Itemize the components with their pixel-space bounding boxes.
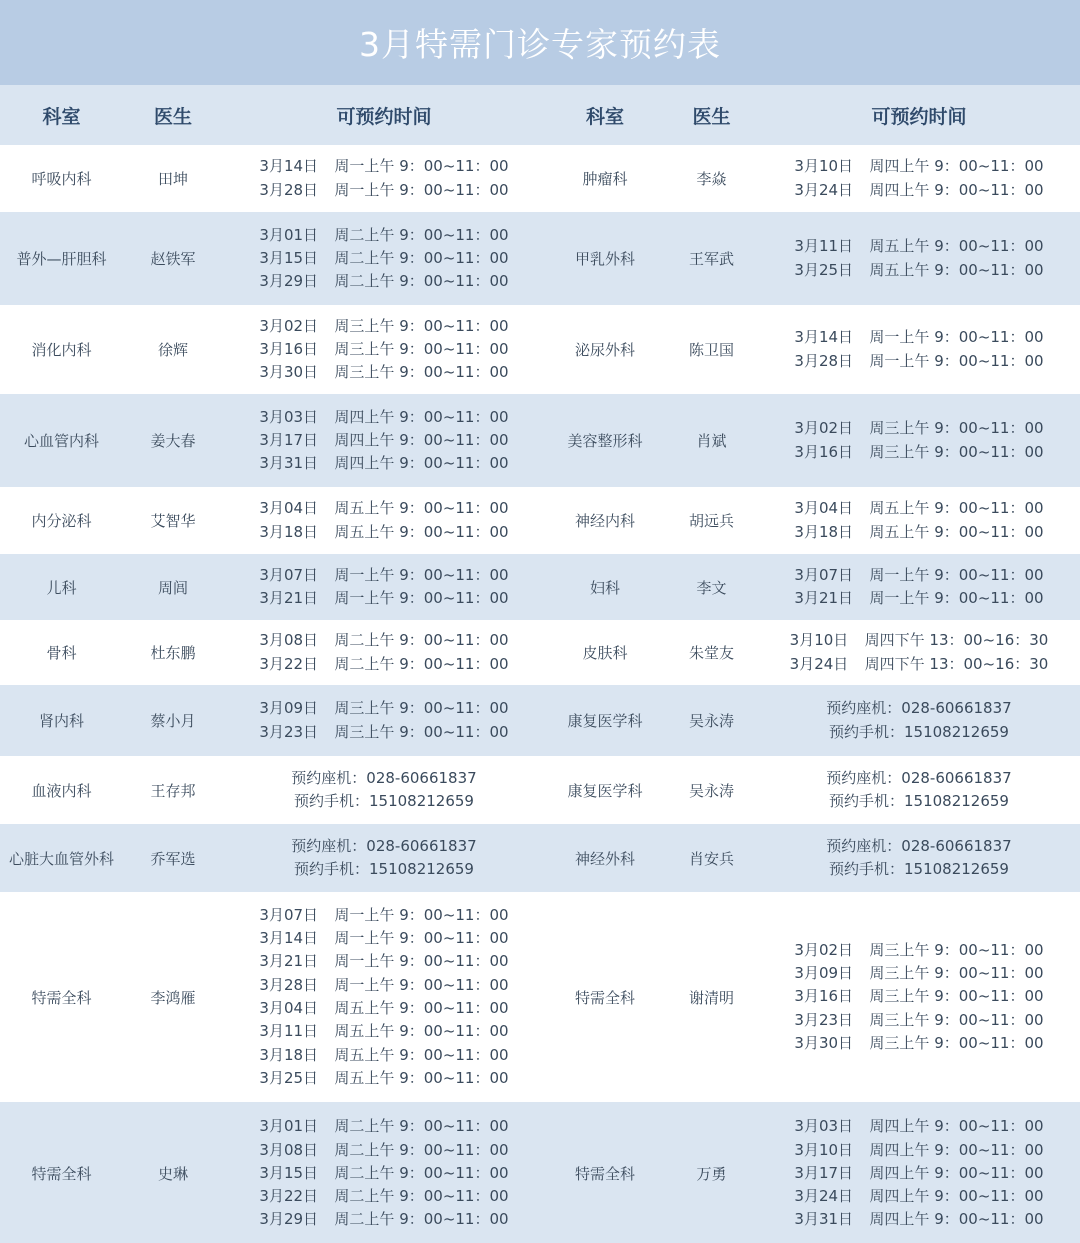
slot-time: 周一上午 9：00~11：00 xyxy=(334,975,509,994)
slot-time: 周三上午 9：00~11：00 xyxy=(334,363,509,382)
slot-date: 3月02日 xyxy=(259,316,319,335)
slot-date: 3月22日 xyxy=(259,654,319,673)
slot-time: 周一上午 9：00~11：00 xyxy=(334,929,509,948)
department-cell: 血液内科 xyxy=(31,781,92,800)
doctor-cell: 徐辉 xyxy=(157,341,188,359)
slot-time: 周四上午 9：00~11：00 xyxy=(334,454,509,473)
slot-time: 周二上午 9：00~11：00 xyxy=(334,1163,509,1182)
doctor-cell: 肖安兵 xyxy=(688,849,734,868)
time-slot xyxy=(794,326,1043,349)
slot-date: 3月10日 xyxy=(789,631,849,650)
doctor-cell: 艾智华 xyxy=(150,512,196,530)
available-time-cell xyxy=(758,145,1080,212)
time-slot xyxy=(794,1032,1043,1055)
department-cell: 甲乳外科 xyxy=(574,250,635,268)
department-cell: 美容整形科 xyxy=(567,432,643,450)
slot-date: 3月17日 xyxy=(259,430,319,449)
header-row xyxy=(0,85,1080,145)
slot-date: 3月21日 xyxy=(794,589,854,607)
slot-time: 周五上午 9：00~11：00 xyxy=(334,999,509,1017)
slot-time: 周一上午 9：00~11：00 xyxy=(334,905,509,924)
slot-date: 3月17日 xyxy=(794,1163,854,1182)
available-time-cell xyxy=(223,824,545,892)
available-time-cell xyxy=(223,1102,545,1243)
available-time-cell xyxy=(223,487,545,554)
time-slot xyxy=(259,653,508,676)
slot-time: 周四上午 9：00~11：00 xyxy=(869,1117,1044,1136)
doctor-cell: 吴永涛 xyxy=(688,712,734,730)
time-slot xyxy=(794,587,1043,610)
slot-time: 周三上午 9：00~11：00 xyxy=(869,940,1044,959)
slot-date: 3月31日 xyxy=(259,454,319,473)
slot-date: 3月01日 xyxy=(259,225,319,244)
doctor-cell: 陈卫国 xyxy=(688,341,734,359)
doctor-cell: 王军武 xyxy=(688,250,734,268)
doctor-cell: 李焱 xyxy=(696,170,727,188)
slot-time: 周一上午 9：00~11：00 xyxy=(334,180,509,199)
department-cell: 心脏大血管外科 xyxy=(8,849,114,868)
slot-time: 周四上午 9：00~11：00 xyxy=(334,407,509,426)
slot-date: 3月24日 xyxy=(789,654,849,673)
slot-time: 周三上午 9：00~11：00 xyxy=(869,442,1044,461)
slot-date: 3月29日 xyxy=(259,1210,319,1229)
slot-time: 周一上午 9：00~11：00 xyxy=(869,351,1044,370)
slot-time: 周五上午 9：00~11：00 xyxy=(334,522,509,541)
slot-time: 周三上午 9：00~11：00 xyxy=(869,964,1044,983)
slot-date: 3月11日 xyxy=(794,237,854,256)
available-time-cell xyxy=(758,394,1080,487)
time-slot xyxy=(794,259,1043,282)
table-row xyxy=(0,685,1080,756)
slot-date: 3月03日 xyxy=(259,407,319,426)
time-slot xyxy=(259,1185,508,1208)
slot-date: 3月21日 xyxy=(259,952,319,971)
available-time-cell xyxy=(758,824,1080,892)
time-slot-list xyxy=(259,564,508,611)
slot-time: 周五上午 9：00~11：00 xyxy=(334,1045,509,1064)
time-slot-list xyxy=(259,406,508,476)
slot-date: 3月24日 xyxy=(794,1187,854,1206)
doctor-cell: 肖斌 xyxy=(696,432,727,450)
slot-date: 3月29日 xyxy=(259,272,319,291)
time-slot xyxy=(794,1115,1043,1138)
slot-time: 周二上午 9：00~11：00 xyxy=(334,1187,509,1206)
slot-date: 3月10日 xyxy=(794,1140,854,1159)
time-slot-list xyxy=(794,235,1043,282)
time-slot xyxy=(259,1044,508,1067)
time-slot xyxy=(790,629,1049,652)
time-slot-list xyxy=(794,155,1043,202)
slot-date: 3月16日 xyxy=(794,442,854,461)
slot-date: 3月07日 xyxy=(259,565,319,584)
booking-landline: 预约座机：028-60661837 xyxy=(826,768,1012,787)
booking-mobile: 预约手机：15108212659 xyxy=(294,860,474,878)
slot-time: 周四上午 9：00~11：00 xyxy=(334,430,509,449)
slot-time: 周三上午 9：00~11：00 xyxy=(869,1010,1044,1029)
slot-date: 3月14日 xyxy=(794,328,854,347)
available-time-cell xyxy=(223,620,545,685)
doctor-cell: 吴永涛 xyxy=(688,781,734,800)
department-cell: 神经外科 xyxy=(574,849,635,868)
time-slot xyxy=(794,350,1043,373)
department-cell: 神经内科 xyxy=(574,512,635,530)
header-department: 科室 xyxy=(42,105,81,128)
slot-time: 周二上午 9：00~11：00 xyxy=(334,272,509,291)
slot-time: 周四上午 9：00~11：00 xyxy=(869,157,1044,176)
doctor-cell: 杜东鹏 xyxy=(150,644,196,662)
slot-time: 周三上午 9：00~11：00 xyxy=(334,316,509,335)
department-cell: 特需全科 xyxy=(31,988,92,1007)
time-slot xyxy=(259,564,508,587)
slot-date: 3月16日 xyxy=(259,339,319,358)
slot-time: 周五上午 9：00~11：00 xyxy=(334,1022,509,1041)
department-cell: 心血管内科 xyxy=(23,432,99,450)
time-slot xyxy=(259,270,508,293)
time-slot xyxy=(259,179,508,202)
time-slot xyxy=(259,721,508,744)
slot-time: 周四上午 9：00~11：00 xyxy=(869,180,1044,199)
time-slot xyxy=(259,974,508,997)
slot-time: 周四上午 9：00~11：00 xyxy=(869,1140,1044,1159)
time-slot xyxy=(259,521,508,544)
slot-date: 3月23日 xyxy=(794,1010,854,1029)
table-row xyxy=(0,394,1080,487)
available-time-cell xyxy=(223,685,545,756)
table-row xyxy=(0,487,1080,554)
doctor-cell: 李文 xyxy=(696,578,727,597)
table-row xyxy=(0,620,1080,685)
slot-date: 3月04日 xyxy=(259,499,319,518)
department-cell: 消化内科 xyxy=(31,341,92,359)
doctor-cell: 朱堂友 xyxy=(688,644,734,662)
time-slot xyxy=(794,521,1043,544)
time-slot xyxy=(794,985,1043,1008)
slot-date: 3月18日 xyxy=(794,522,854,541)
slot-date: 3月02日 xyxy=(794,419,854,438)
slot-time: 周三上午 9：00~11：00 xyxy=(869,987,1044,1006)
department-cell: 肾内科 xyxy=(38,712,84,730)
time-slot xyxy=(794,497,1043,520)
department-cell: 儿科 xyxy=(46,578,77,597)
time-slot xyxy=(259,361,508,384)
time-slot-list xyxy=(794,417,1043,464)
doctor-cell: 王存邦 xyxy=(150,781,196,800)
department-cell: 肿瘤科 xyxy=(582,170,628,188)
slot-time: 周一上午 9：00~11：00 xyxy=(334,565,509,584)
table-row xyxy=(0,145,1080,212)
slot-date: 3月04日 xyxy=(259,999,319,1017)
department-cell: 骨科 xyxy=(46,644,77,662)
doctor-cell: 谢清明 xyxy=(688,988,734,1007)
slot-date: 3月14日 xyxy=(259,929,319,948)
department-cell: 康复医学科 xyxy=(567,781,643,800)
slot-date: 3月21日 xyxy=(259,589,319,607)
slot-date: 3月22日 xyxy=(259,1187,319,1206)
booking-mobile: 预约手机：15108212659 xyxy=(829,722,1009,741)
time-slot xyxy=(794,939,1043,962)
slot-time: 周一上午 9：00~11：00 xyxy=(869,565,1044,584)
time-slot xyxy=(259,950,508,973)
available-time-cell xyxy=(223,305,545,394)
slot-date: 3月14日 xyxy=(259,157,319,176)
time-slot xyxy=(794,417,1043,440)
slot-date: 3月18日 xyxy=(259,1045,319,1064)
time-slot xyxy=(259,315,508,338)
slot-time: 周三上午 9：00~11：00 xyxy=(334,699,509,718)
table-body xyxy=(0,145,1080,1243)
booking-landline: 预约座机：028-60661837 xyxy=(826,699,1012,718)
available-time-cell xyxy=(758,305,1080,394)
time-slot xyxy=(794,179,1043,202)
available-time-cell xyxy=(758,487,1080,554)
slot-date: 3月28日 xyxy=(794,351,854,370)
time-slot xyxy=(259,629,508,652)
slot-time: 周一上午 9：00~11：00 xyxy=(334,157,509,176)
slot-time: 周一上午 9：00~11：00 xyxy=(334,589,509,607)
time-slot xyxy=(259,997,508,1020)
available-time-cell xyxy=(223,212,545,305)
department-cell: 特需全科 xyxy=(574,988,635,1007)
time-slot-list xyxy=(794,939,1043,1055)
available-time-cell xyxy=(223,394,545,487)
time-slot xyxy=(794,155,1043,178)
doctor-cell: 万勇 xyxy=(696,1165,727,1183)
time-slot xyxy=(259,1115,508,1138)
time-slot xyxy=(259,927,508,950)
slot-time: 周二上午 9：00~11：00 xyxy=(334,248,509,267)
table-row xyxy=(0,554,1080,620)
time-slot xyxy=(794,1162,1043,1185)
slot-time: 周二上午 9：00~11：00 xyxy=(334,1210,509,1229)
slot-date: 3月08日 xyxy=(259,1140,319,1159)
time-slot xyxy=(259,155,508,178)
time-slot xyxy=(794,564,1043,587)
slot-time: 周一上午 9：00~11：00 xyxy=(869,589,1044,607)
slot-time: 周二上午 9：00~11：00 xyxy=(334,1140,509,1159)
time-slot xyxy=(259,429,508,452)
slot-time: 周四上午 9：00~11：00 xyxy=(869,1210,1044,1229)
slot-time: 周四上午 9：00~11：00 xyxy=(869,1163,1044,1182)
available-time-cell xyxy=(758,685,1080,756)
slot-time: 周二上午 9：00~11：00 xyxy=(334,225,509,244)
booking-mobile: 预约手机：15108212659 xyxy=(294,792,474,810)
time-slot xyxy=(794,962,1043,985)
department-cell: 康复医学科 xyxy=(567,712,643,730)
slot-date: 3月23日 xyxy=(259,722,319,741)
available-time-cell xyxy=(223,892,545,1102)
department-cell: 妇科 xyxy=(589,578,620,597)
slot-date: 3月07日 xyxy=(794,565,854,584)
slot-date: 3月03日 xyxy=(794,1117,854,1136)
slot-time: 周四下午 13：00~16：30 xyxy=(864,654,1049,673)
slot-date: 3月07日 xyxy=(259,905,319,924)
time-slot-list xyxy=(259,1115,508,1231)
slot-date: 3月28日 xyxy=(259,180,319,199)
time-slot xyxy=(259,497,508,520)
slot-date: 3月09日 xyxy=(794,964,854,983)
time-slot xyxy=(794,441,1043,464)
time-slot xyxy=(794,235,1043,258)
time-slot-list xyxy=(259,315,508,385)
slot-date: 3月09日 xyxy=(259,699,319,718)
slot-date: 3月25日 xyxy=(259,1068,319,1087)
slot-time: 周五上午 9：00~11：00 xyxy=(869,260,1044,279)
available-time-cell xyxy=(758,1102,1080,1243)
time-slot-list xyxy=(794,326,1043,373)
table-row xyxy=(0,212,1080,305)
time-slot xyxy=(794,1208,1043,1231)
slot-time: 周二上午 9：00~11：00 xyxy=(334,654,509,673)
table-row xyxy=(0,305,1080,394)
time-slot-list xyxy=(259,629,508,676)
slot-time: 周四下午 13：00~16：30 xyxy=(864,631,1049,650)
time-slot-list xyxy=(259,155,508,202)
slot-time: 周四上午 9：00~11：00 xyxy=(869,1187,1044,1206)
slot-date: 3月15日 xyxy=(259,248,319,267)
department-cell: 泌尿外科 xyxy=(574,341,635,359)
time-slot xyxy=(259,1139,508,1162)
slot-time: 周三上午 9：00~11：00 xyxy=(334,722,509,741)
table-row xyxy=(0,892,1080,1102)
page-title: 3月特需门诊专家预约表 xyxy=(0,0,1080,85)
slot-date: 3月10日 xyxy=(794,157,854,176)
slot-time: 周五上午 9：00~11：00 xyxy=(869,522,1044,541)
booking-landline: 预约座机：028-60661837 xyxy=(826,836,1012,855)
time-slot-list xyxy=(259,224,508,294)
slot-time: 周五上午 9：00~11：00 xyxy=(869,499,1044,518)
available-time-cell xyxy=(223,554,545,620)
doctor-cell: 李鸿雁 xyxy=(150,988,196,1007)
booking-mobile: 预约手机：15108212659 xyxy=(829,792,1009,810)
header-doctor: 医生 xyxy=(153,105,192,128)
slot-date: 3月30日 xyxy=(259,363,319,382)
slot-time: 周五上午 9：00~11：00 xyxy=(334,499,509,518)
time-slot xyxy=(790,653,1049,676)
header-department: 科室 xyxy=(585,105,624,128)
time-slot xyxy=(259,587,508,610)
booking-mobile: 预约手机：15108212659 xyxy=(829,860,1009,878)
time-slot xyxy=(794,1009,1043,1032)
time-slot xyxy=(259,406,508,429)
time-slot xyxy=(259,338,508,361)
slot-date: 3月31日 xyxy=(794,1210,854,1229)
time-slot xyxy=(259,247,508,270)
doctor-cell: 周闾 xyxy=(157,578,188,597)
slot-time: 周二上午 9：00~11：00 xyxy=(334,631,509,650)
department-cell: 内分泌科 xyxy=(31,512,92,530)
header-available-time: 可预约时间 xyxy=(336,105,432,128)
schedule-table xyxy=(0,85,1080,1243)
time-slot xyxy=(794,1139,1043,1162)
available-time-cell xyxy=(758,620,1080,685)
slot-date: 3月28日 xyxy=(259,975,319,994)
available-time-cell xyxy=(223,756,545,824)
slot-date: 3月15日 xyxy=(259,1163,319,1182)
time-slot-list xyxy=(794,497,1043,544)
slot-date: 3月04日 xyxy=(794,499,854,518)
slot-time: 周三上午 9：00~11：00 xyxy=(334,339,509,358)
time-slot xyxy=(259,697,508,720)
time-slot-list xyxy=(794,564,1043,611)
time-slot xyxy=(794,1185,1043,1208)
time-slot xyxy=(259,1162,508,1185)
doctor-cell: 史琳 xyxy=(157,1165,188,1183)
slot-date: 3月16日 xyxy=(794,987,854,1006)
available-time-cell xyxy=(758,212,1080,305)
department-cell: 皮肤科 xyxy=(582,644,628,662)
slot-date: 3月11日 xyxy=(259,1022,319,1041)
table-row xyxy=(0,756,1080,824)
slot-date: 3月18日 xyxy=(259,522,319,541)
available-time-cell xyxy=(758,554,1080,620)
booking-landline: 预约座机：028-60661837 xyxy=(291,768,477,787)
slot-time: 周一上午 9：00~11：00 xyxy=(869,328,1044,347)
available-time-cell xyxy=(223,145,545,212)
time-slot-list xyxy=(790,629,1049,676)
time-slot-list xyxy=(794,1115,1043,1231)
time-slot xyxy=(259,904,508,927)
doctor-cell: 蔡小月 xyxy=(150,712,196,730)
slot-time: 周五上午 9：00~11：00 xyxy=(334,1068,509,1087)
available-time-cell xyxy=(758,756,1080,824)
doctor-cell: 姜大春 xyxy=(150,432,196,450)
table-row xyxy=(0,1102,1080,1243)
booking-landline: 预约座机：028-60661837 xyxy=(291,836,477,855)
slot-date: 3月02日 xyxy=(794,940,854,959)
doctor-cell: 乔军选 xyxy=(150,849,196,868)
time-slot-list xyxy=(259,904,508,1090)
slot-date: 3月01日 xyxy=(259,1117,319,1136)
time-slot xyxy=(259,452,508,475)
slot-date: 3月25日 xyxy=(794,260,854,279)
header-available-time: 可预约时间 xyxy=(871,105,967,128)
slot-date: 3月08日 xyxy=(259,631,319,650)
header-doctor: 医生 xyxy=(692,105,731,128)
doctor-cell: 胡远兵 xyxy=(688,512,734,530)
slot-time: 周三上午 9：00~11：00 xyxy=(869,1033,1044,1052)
department-cell: 呼吸内科 xyxy=(31,170,92,188)
time-slot-list xyxy=(259,497,508,544)
time-slot xyxy=(259,1020,508,1043)
available-time-cell xyxy=(758,892,1080,1102)
time-slot-list xyxy=(259,697,508,744)
time-slot xyxy=(259,1067,508,1090)
time-slot xyxy=(259,224,508,247)
table-row xyxy=(0,824,1080,892)
slot-date: 3月30日 xyxy=(794,1033,854,1052)
slot-time: 周一上午 9：00~11：00 xyxy=(334,952,509,971)
slot-time: 周三上午 9：00~11：00 xyxy=(869,419,1044,438)
slot-time: 周五上午 9：00~11：00 xyxy=(869,237,1044,256)
slot-date: 3月24日 xyxy=(794,180,854,199)
doctor-cell: 赵铁军 xyxy=(150,250,196,268)
department-cell: 特需全科 xyxy=(574,1165,635,1183)
department-cell: 普外—肝胆科 xyxy=(16,250,107,268)
slot-time: 周二上午 9：00~11：00 xyxy=(334,1117,509,1136)
doctor-cell: 田坤 xyxy=(157,170,188,188)
time-slot xyxy=(259,1208,508,1231)
department-cell: 特需全科 xyxy=(31,1165,92,1183)
